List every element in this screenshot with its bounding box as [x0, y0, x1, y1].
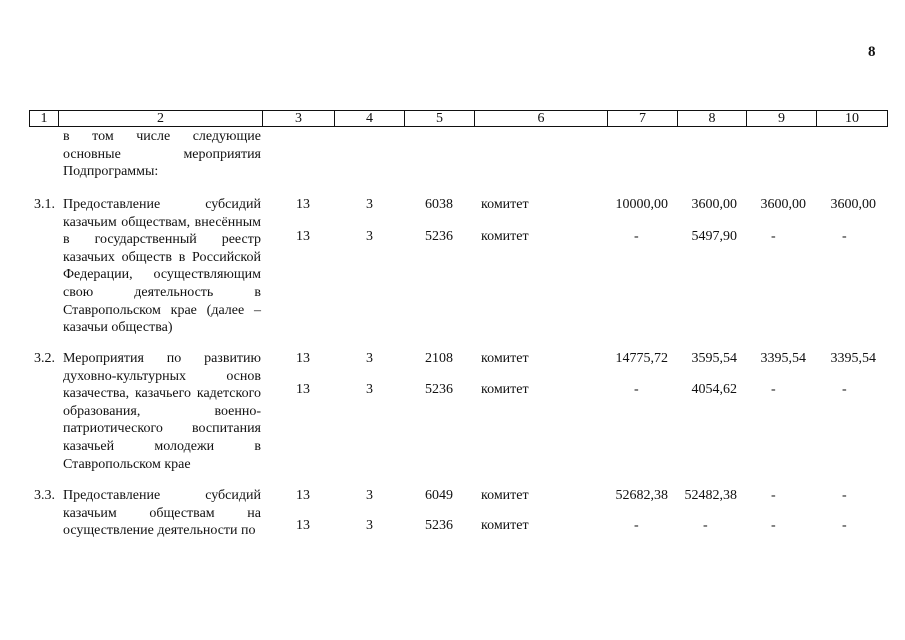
cell-c10: 3600,00	[830, 197, 876, 212]
section-description: Предоставление субсидий казачьим обществам на осуществление деятельности по	[63, 488, 261, 539]
cell-c4: 3	[366, 488, 373, 503]
cell-c5: 5236	[425, 382, 453, 397]
cell-c6: комитет	[481, 488, 529, 503]
cell-c7: 14775,72	[615, 351, 668, 366]
cell-c8: 52482,38	[684, 488, 737, 503]
cell-c10: 3395,54	[830, 351, 876, 366]
cell-c8: 3595,54	[691, 351, 737, 366]
cell-c9: -	[771, 518, 776, 533]
cell-c3: 13	[296, 197, 310, 212]
cell-c7: -	[634, 382, 639, 397]
cell-c10: -	[842, 488, 847, 503]
cell-c4: 3	[366, 229, 373, 244]
section-number: 3.3.	[34, 488, 55, 503]
cell-c3: 13	[296, 229, 310, 244]
section-number: 3.2.	[34, 351, 55, 366]
cell-c10: -	[842, 518, 847, 533]
cell-c3: 13	[296, 382, 310, 397]
cell-c7: -	[634, 229, 639, 244]
section-number: 3.1.	[34, 197, 55, 212]
header-col-7: 7	[608, 111, 678, 127]
intro-text: в том числе следующие основные мероприятия Подпрограммы:	[63, 129, 261, 180]
header-col-9: 9	[747, 111, 817, 127]
cell-c4: 3	[366, 197, 373, 212]
section-description: Мероприятия по развитию духовно-культурных основ казачества, казачьего кадетского образования, военно-патриотического воспитания казачьей молодежи в Ставропольском крае	[63, 351, 261, 472]
header-col-5: 5	[405, 111, 475, 127]
header-col-1: 1	[30, 111, 59, 127]
cell-c6: комитет	[481, 229, 529, 244]
cell-c7: 10000,00	[615, 197, 668, 212]
cell-c6: комитет	[481, 351, 529, 366]
header-col-10: 10	[817, 111, 888, 127]
cell-c10: -	[842, 382, 847, 397]
cell-c3: 13	[296, 518, 310, 533]
cell-c3: 13	[296, 351, 310, 366]
cell-c5: 5236	[425, 518, 453, 533]
cell-c8: -	[703, 518, 708, 533]
header-col-3: 3	[263, 111, 335, 127]
cell-c5: 5236	[425, 229, 453, 244]
cell-c6: комитет	[481, 382, 529, 397]
cell-c4: 3	[366, 382, 373, 397]
column-number-header	[29, 110, 888, 127]
cell-c10: -	[842, 229, 847, 244]
cell-c5: 2108	[425, 351, 453, 366]
header-col-4: 4	[335, 111, 405, 127]
page-number: 8	[868, 44, 876, 60]
cell-c8: 4054,62	[691, 382, 737, 397]
cell-c6: комитет	[481, 518, 529, 533]
cell-c7: -	[634, 518, 639, 533]
cell-c8: 3600,00	[691, 197, 737, 212]
cell-c4: 3	[366, 351, 373, 366]
cell-c8: 5497,90	[691, 229, 737, 244]
cell-c9: -	[771, 488, 776, 503]
cell-c9: -	[771, 382, 776, 397]
cell-c6: комитет	[481, 197, 529, 212]
header-col-8: 8	[678, 111, 747, 127]
cell-c5: 6038	[425, 197, 453, 212]
cell-c5: 6049	[425, 488, 453, 503]
cell-c9: 3395,54	[760, 351, 806, 366]
header-col-6: 6	[475, 111, 608, 127]
cell-c7: 52682,38	[615, 488, 668, 503]
cell-c4: 3	[366, 518, 373, 533]
cell-c9: 3600,00	[760, 197, 806, 212]
header-col-2: 2	[59, 111, 263, 127]
cell-c9: -	[771, 229, 776, 244]
section-description: Предоставление субсидий казачьим обществам, внесённым в государственный реестр казачьих обществ в Российской Федерации, осуществляющим свою деятельность в Ставропольском крае (далее – казачьи общества)	[63, 197, 261, 336]
cell-c3: 13	[296, 488, 310, 503]
